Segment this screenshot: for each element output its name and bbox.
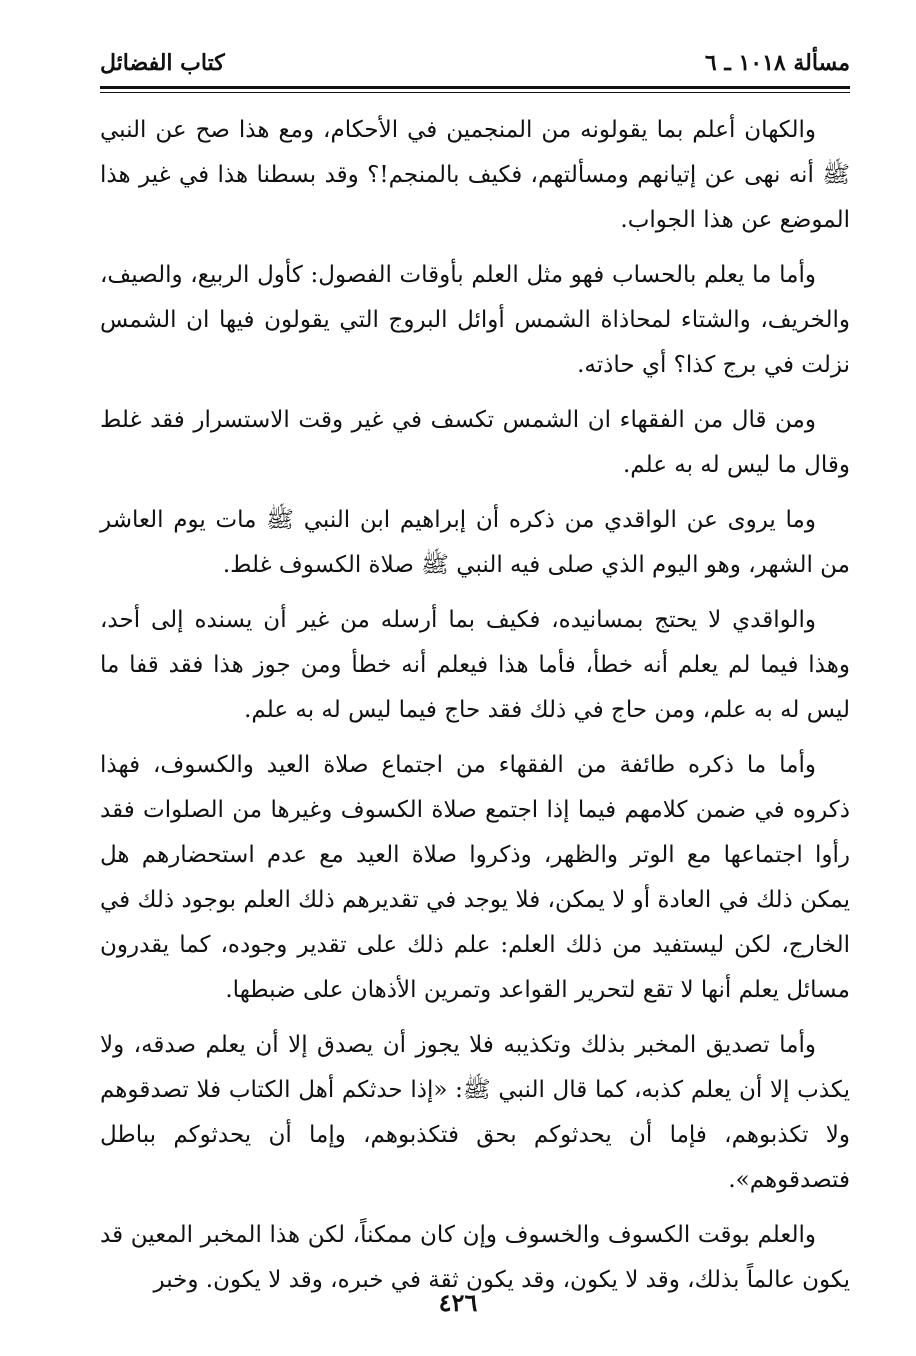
header-rule-thin [100, 92, 850, 93]
running-header [100, 40, 850, 90]
paragraph: وأما ما يعلم بالحساب فهو مثل العلم بأوقات الفصول: كأول الربيع، والصيف، والخريف، والشتاء لمحاذاة الشمس أوائل البروج التي يقولون فيها ان الشمس نزلت في برج كذا؟ أي حاذته. [100, 262, 850, 378]
paragraph: والعلم بوقت الكسوف والخسوف وإن كان ممكناً، لكن هذا المخبر المعين قد يكون عالماً بذلك، وقد لا يكون، وقد يكون ثقة في خبره، وقد لا يكون. وخبر [100, 1222, 850, 1293]
paragraph: وأما ما ذكره طائفة من الفقهاء من اجتماع صلاة العيد والكسوف، فهذا ذكروه في ضمن كلامهم فيما إذا اجتمع صلاة الكسوف وغيرها من الصلوات فقد رأوا اجتماعها مع الوتر والظهر، وذكروا صلاة العيد مع عدم استحضارهم هل يمكن ذلك في العادة أو لا يمكن، فلا يوجد في تقديرهم ذلك العلم بوجود ذلك في الخارج، لكن ليستفيد من ذلك العلم: علم ذلك على تقدير وجوده، كما يقدرون مسائل يعلم أنها لا تقع لتحرير القواعد وتمرين الأذهان على ضبطها. [100, 752, 850, 1003]
main-text [100, 108, 850, 1313]
paragraph: وأما تصديق المخبر بذلك وتكذيبه فلا يجوز أن يصدق إلا أن يعلم صدقه، ولا يكذب إلا أن يعلم كذبه، كما قال النبي ﷺ: «إذا حدثكم أهل الكتاب فلا تصدقوهم ولا تكذبوهم، فإما أن يحدثوكم بحق فتكذبوهم، وإما أن يحدثوكم بباطل فتصدقوهم». [100, 1032, 850, 1193]
paragraph: ومن قال من الفقهاء ان الشمس تكسف في غير وقت الاستسرار فقد غلط وقال ما ليس له به علم. [100, 407, 850, 478]
issue-label: مسألة ١٠١٨ ـ ٦ [704, 50, 850, 76]
page-number: ٤٢٦ [438, 1288, 478, 1317]
paragraph: والواقدي لا يحتج بمسانيده، فكيف بما أرسله من غير أن يسنده إلى أحد، وهذا فيما لم يعلم أنه خطأ، فأما هذا فيعلم أنه خطأ ومن جوز هذا فقد قفا ما ليس له به علم، ومن حاج في ذلك فقد حاج فيما ليس له به علم. [100, 607, 850, 723]
header-rule-thick [100, 86, 850, 89]
paragraph: والكهان أعلم بما يقولونه من المنجمين في الأحكام، ومع هذا صح عن النبي ﷺ أنه نهى عن إتيانهم ومسألتهم، فكيف بالمنجم!؟ وقد بسطنا هذا في غير هذا الموضع عن هذا الجواب. [100, 117, 850, 233]
paragraph: وما يروى عن الواقدي من ذكره أن إبراهيم ابن النبي ﷺ مات يوم العاشر من الشهر، وهو اليوم الذي صلى فيه النبي ﷺ صلاة الكسوف غلط. [100, 507, 850, 578]
book-title: كتاب الفضائل [100, 50, 225, 76]
